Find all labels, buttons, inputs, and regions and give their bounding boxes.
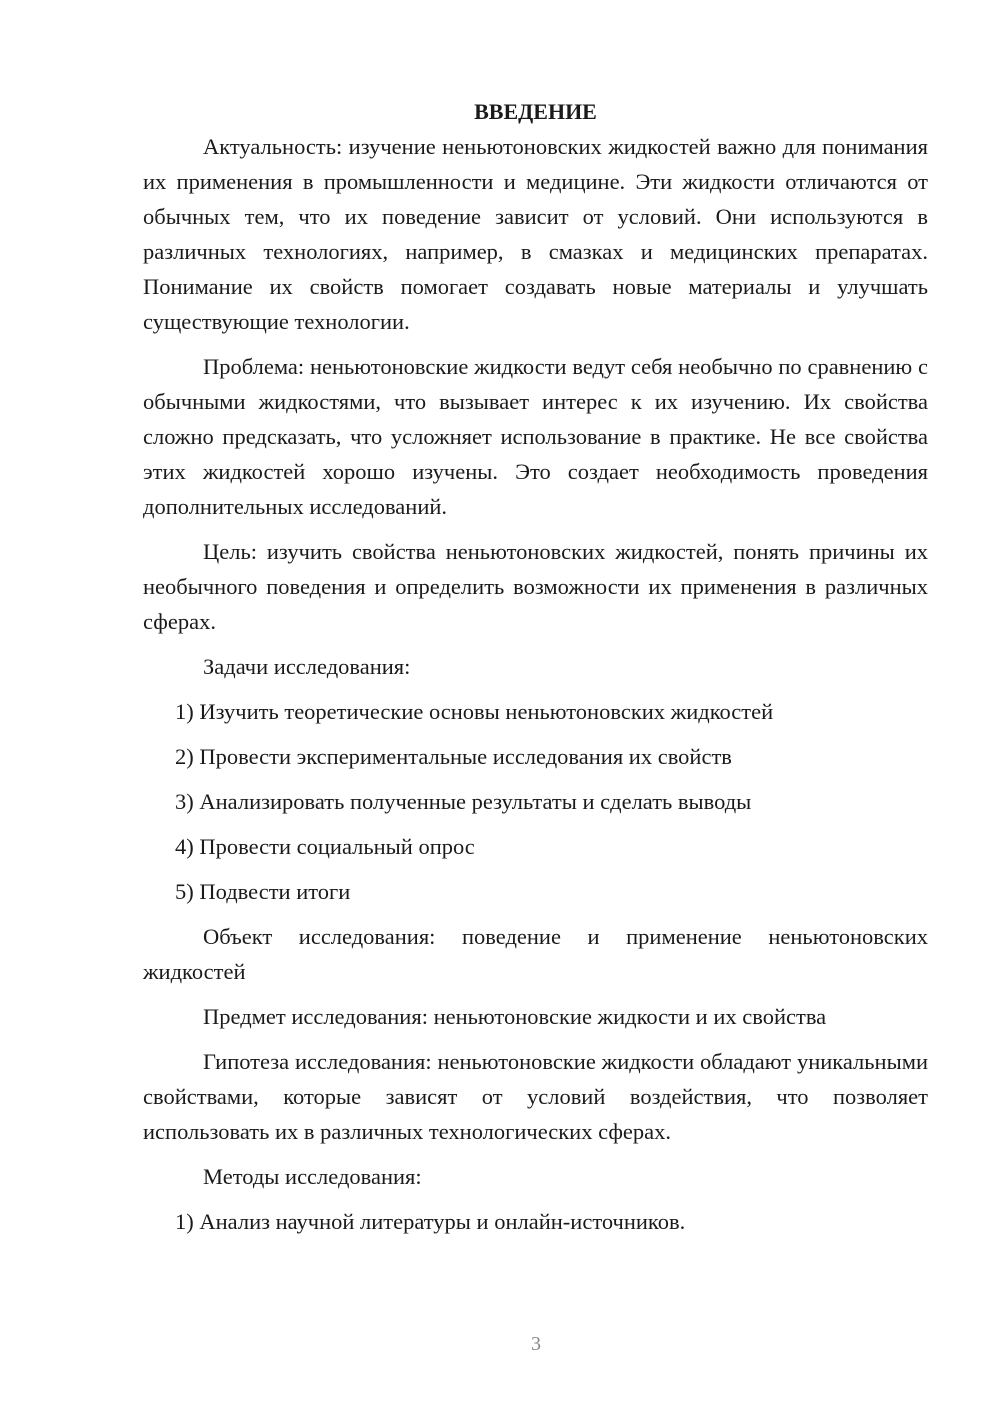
tasks-heading: Задачи исследования: <box>203 654 411 679</box>
goal-paragraph: Цель: изучить свойства неньютоновских жидкостей, понять причины их необычного поведения и определить возможности их применения в различных сферах. <box>143 539 928 634</box>
subject-paragraph: Предмет исследования: неньютоновские жидкости и их свойства <box>203 1004 827 1029</box>
list-item: 2) Провести экспериментальные исследования их свойств <box>175 744 732 769</box>
list-item: 1) Анализ научной литературы и онлайн-источников. <box>175 1209 686 1234</box>
list-item: 5) Подвести итоги <box>175 879 351 904</box>
hypothesis-paragraph: Гипотеза исследования: неньютоновские жидкости обладают уникальными свойствами, которые зависят от условий воздействия, что позволяет использовать их в различных технологических сферах. <box>143 1049 928 1144</box>
list-item: 3) Анализировать полученные результаты и сделать выводы <box>175 789 752 814</box>
list-item: 4) Провести социальный опрос <box>175 834 475 859</box>
problem-paragraph: Проблема: неньютоновские жидкости ведут себя необычно по сравнению с обычными жидкостями, что вызывает интерес к их изучению. Их свойства сложно предсказать, что усложняет использование в практике. Не все свойства этих жидкостей хорошо изучены. Это создает необходимость проведения дополнительных исследований. <box>143 354 928 519</box>
page-number: 3 <box>531 1333 541 1355</box>
tasks-list <box>143 694 928 909</box>
methods-heading: Методы исследования: <box>203 1164 422 1189</box>
relevance-paragraph: Актуальность: изучение неньютоновских жидкостей важно для понимания их применения в промышленности и медицине. Эти жидкости отличаются от обычных тем, что их поведение зависит от условий. Они используются в различных технологиях, например, в смазках и медицинских препаратах. Понимание их свойств помогает создавать новые материалы и улучшать существующие технологии. <box>143 134 928 334</box>
object-paragraph: Объект исследования: поведение и применение неньютоновских жидкостей <box>143 924 928 984</box>
methods-list <box>143 1204 928 1239</box>
section-title: ВВЕДЕНИЕ <box>474 99 597 124</box>
list-item: 1) Изучить теоретические основы неньютоновских жидкостей <box>175 699 774 724</box>
document-body <box>143 94 928 1249</box>
